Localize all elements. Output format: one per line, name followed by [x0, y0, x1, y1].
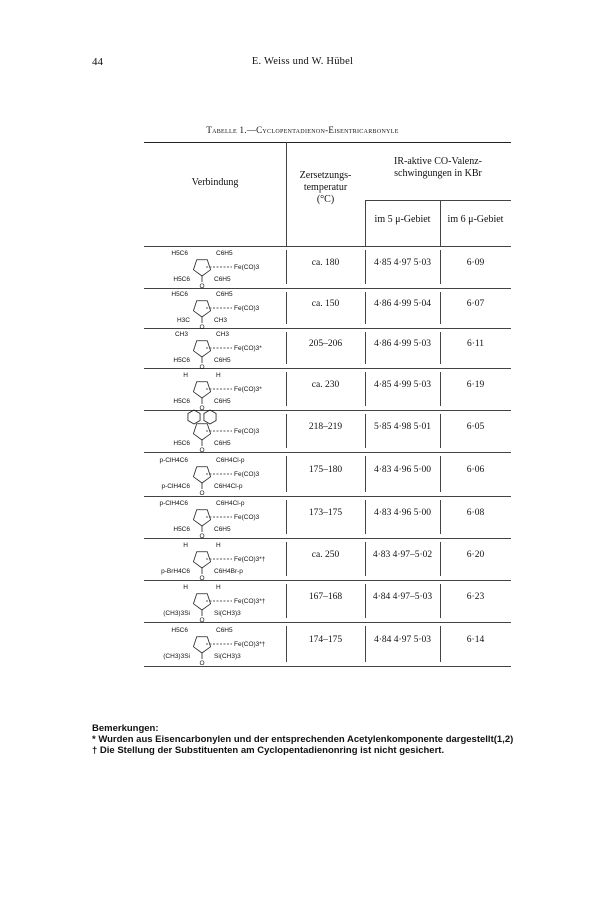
substituent-bottom-left: p-ClH4C6 — [161, 483, 190, 490]
cell-temperature: ca. 230 — [311, 380, 340, 390]
substituent-top-left: H5C6 — [171, 250, 188, 257]
structure-formula — [146, 246, 286, 288]
structure-formula — [146, 496, 286, 538]
cell-temperature: 174–175 — [308, 635, 343, 645]
page-number: 44 — [92, 56, 103, 68]
ring-bond — [193, 341, 210, 357]
substituent-bottom-left: p-BrH4C6 — [161, 568, 190, 575]
cell-ir-5mu: 4·86 4·99 5·03 — [374, 339, 431, 349]
iron-tricarbonyl-label: Fe(CO)3 — [234, 514, 260, 521]
iron-tricarbonyl-label: Fe(CO)3 — [234, 305, 260, 312]
cyclopentadienone-ring — [146, 452, 286, 496]
footnotes — [92, 723, 513, 756]
substituent-bottom-right: Si(CH3)3 — [214, 610, 241, 617]
oxygen-atom: O — [199, 447, 205, 454]
oxygen-atom: O — [199, 575, 205, 582]
cell-ir-5mu: 4·86 4·99 5·04 — [374, 299, 431, 309]
header-zersetzung-line1: Zersetzungs- — [299, 170, 352, 181]
cyclopentadienone-ring — [146, 622, 286, 666]
substituent-top-right: H — [216, 584, 221, 591]
substituent-top-right: C6H5 — [216, 627, 233, 634]
substituent-bottom-right: C6H5 — [214, 398, 231, 405]
substituent-top-left: H5C6 — [171, 291, 188, 298]
iron-tricarbonyl-label: Fe(CO)3* — [234, 345, 262, 352]
iron-tricarbonyl-label: Fe(CO)3 — [234, 428, 260, 435]
cell-ir-6mu: 6·08 — [466, 508, 485, 518]
substituent-top-right: C6H5 — [216, 291, 233, 298]
cyclopentadienone-ring — [146, 288, 286, 331]
iron-tricarbonyl-label: Fe(CO)3*† — [234, 641, 266, 648]
header-verbindung: Verbindung — [191, 177, 239, 188]
oxygen-atom: O — [199, 405, 205, 412]
iron-tricarbonyl-label: Fe(CO)3 — [234, 264, 260, 271]
ring-bond — [193, 260, 210, 276]
header-ir-line1: IR-aktive CO-Valenz- — [393, 156, 483, 167]
substituent-bottom-left: H3C — [176, 317, 190, 324]
structure-formula — [146, 410, 286, 452]
running-head: E. Weiss und W. Hübel — [251, 56, 354, 67]
substituent-bottom-left: (CH3)3Si — [163, 610, 190, 617]
oxygen-atom: O — [199, 364, 205, 371]
cell-ir-5mu: 4·83 4·97–5·02 — [372, 550, 433, 560]
header-im5: im 5 μ-Gebiet — [374, 214, 431, 225]
oxygen-atom: O — [199, 533, 205, 540]
cell-temperature: 175–180 — [308, 465, 343, 475]
structure-formula — [146, 580, 286, 622]
substituent-bottom-right: C6H5 — [214, 276, 231, 283]
substituent-top-left: p-ClH4C6 — [159, 500, 188, 507]
header-ir-line2: schwingungen in KBr — [394, 168, 482, 179]
notes-heading: Bemerkungen: — [92, 723, 159, 734]
substituent-top-left: H — [183, 542, 188, 549]
substituent-bottom-left: H5C6 — [173, 526, 190, 533]
header-zersetzung — [286, 170, 365, 206]
substituent-top-right: C6H5 — [216, 250, 233, 257]
ring-bond — [193, 594, 210, 610]
ring-bond — [193, 467, 210, 483]
ir-subheader-rule — [365, 200, 511, 201]
oxygen-atom: O — [199, 283, 205, 290]
cell-ir-6mu: 6·14 — [466, 635, 485, 645]
cell-temperature: 173–175 — [308, 508, 343, 518]
header-zersetzung-line2: temperatur — [303, 182, 348, 193]
structure-formula — [146, 538, 286, 580]
cell-ir-6mu: 6·20 — [466, 550, 485, 560]
cell-temperature: 205–206 — [308, 339, 343, 349]
ring-bond — [193, 637, 210, 653]
header-im6: im 6 μ-Gebiet — [447, 214, 504, 225]
substituent-top-right: H — [216, 372, 221, 379]
page-header — [0, 56, 605, 70]
substituent-top-left: CH3 — [174, 331, 188, 338]
note-star: * Wurden aus Eisencarbonylen und der entsprechenden Acetylenkomponente dargestellt(1,2) — [92, 734, 514, 745]
cell-temperature: ca. 250 — [311, 550, 340, 560]
substituent-top-right: H — [216, 542, 221, 549]
substituent-top-left: H — [183, 372, 188, 379]
cyclopentadienone-ring — [146, 538, 286, 580]
substituent-bottom-right: C6H5 — [214, 440, 231, 447]
substituent-top-left: p-ClH4C6 — [159, 457, 188, 464]
substituent-bottom-right: C6H5 — [214, 357, 231, 364]
structure-formula — [146, 328, 286, 371]
substituent-bottom-left: H5C6 — [173, 440, 190, 447]
cyclopentadienone-ring — [146, 246, 286, 288]
substituent-bottom-right: C6H5 — [214, 526, 231, 533]
cell-ir-5mu: 4·85 4·97 5·03 — [374, 258, 431, 268]
substituent-bottom-right: C6H4Cl-p — [214, 483, 243, 490]
cyclopentadienone-ring — [146, 496, 286, 538]
cell-ir-5mu: 4·83 4·96 5·00 — [374, 465, 431, 475]
iron-tricarbonyl-label: Fe(CO)3*† — [234, 598, 266, 605]
structure-formula — [146, 368, 286, 410]
cyclopentadienone-ring — [146, 410, 286, 452]
cell-ir-5mu: 5·85 4·98 5·01 — [374, 422, 431, 432]
substituent-bottom-left: (CH3)3Si — [163, 653, 190, 660]
cell-ir-6mu: 6·07 — [466, 299, 485, 309]
cyclopentadienone-ring — [146, 368, 286, 410]
iron-tricarbonyl-label: Fe(CO)3* — [234, 386, 262, 393]
structure-formula — [146, 288, 286, 331]
substituent-bottom-left: H5C6 — [173, 398, 190, 405]
substituent-top-right: CH3 — [216, 331, 230, 338]
benzo-ring — [204, 410, 216, 424]
structure-formula — [146, 452, 286, 496]
ring-bond — [193, 510, 210, 526]
cyclopentadienone-ring — [146, 328, 286, 371]
substituent-top-left: H — [183, 584, 188, 591]
substituent-top-right: C6H4Cl-p — [216, 457, 245, 464]
cell-temperature: 167–168 — [308, 592, 343, 602]
substituent-top-left: H5C6 — [171, 627, 188, 634]
oxygen-atom: O — [199, 324, 205, 331]
cell-ir-6mu: 6·09 — [466, 258, 485, 268]
substituent-bottom-left: H5C6 — [173, 357, 190, 364]
cell-ir-6mu: 6·19 — [466, 380, 485, 390]
oxygen-atom: O — [199, 490, 205, 497]
substituent-bottom-right: C6H4Br-p — [214, 568, 243, 575]
substituent-top-right: C6H4Cl-p — [216, 500, 245, 507]
cell-ir-5mu: 4·84 4·97 5·03 — [374, 635, 431, 645]
substituent-bottom-right: CH3 — [214, 317, 228, 324]
cell-ir-6mu: 6·23 — [466, 592, 485, 602]
cell-temperature: 218–219 — [308, 422, 343, 432]
cell-ir-5mu: 4·84 4·97–5·03 — [372, 592, 433, 602]
oxygen-atom: O — [199, 617, 205, 624]
cell-ir-6mu: 6·11 — [466, 339, 485, 349]
cell-temperature: ca. 180 — [311, 258, 340, 268]
oxygen-atom: O — [199, 660, 205, 667]
cell-ir-5mu: 4·85 4·99 5·03 — [374, 380, 431, 390]
benzo-ring — [188, 410, 200, 424]
cell-ir-5mu: 4·83 4·96 5·00 — [374, 508, 431, 518]
structure-formula — [146, 622, 286, 666]
cell-temperature: ca. 150 — [311, 299, 340, 309]
table-top-rule — [144, 142, 511, 143]
ring-bond — [193, 382, 210, 398]
header-zersetzung-unit: (°C) — [316, 194, 335, 205]
cyclopentadienone-ring — [146, 580, 286, 622]
iron-tricarbonyl-label: Fe(CO)3*† — [234, 556, 266, 563]
iron-tricarbonyl-label: Fe(CO)3 — [234, 471, 260, 478]
ring-bond — [193, 552, 210, 568]
cell-ir-6mu: 6·05 — [466, 422, 485, 432]
ring-bond — [193, 424, 210, 440]
table-caption: Tabelle 1.—Cyclopentadienon-Eisentricarbonyle — [206, 125, 399, 135]
cell-ir-6mu: 6·06 — [466, 465, 485, 475]
substituent-bottom-left: H5C6 — [173, 276, 190, 283]
ring-bond — [193, 301, 210, 317]
substituent-bottom-right: Si(CH3)3 — [214, 653, 241, 660]
header-ir — [365, 156, 511, 180]
note-dagger: † Die Stellung der Substituenten am Cyclopentadienonring ist nicht gesichert. — [92, 745, 445, 756]
